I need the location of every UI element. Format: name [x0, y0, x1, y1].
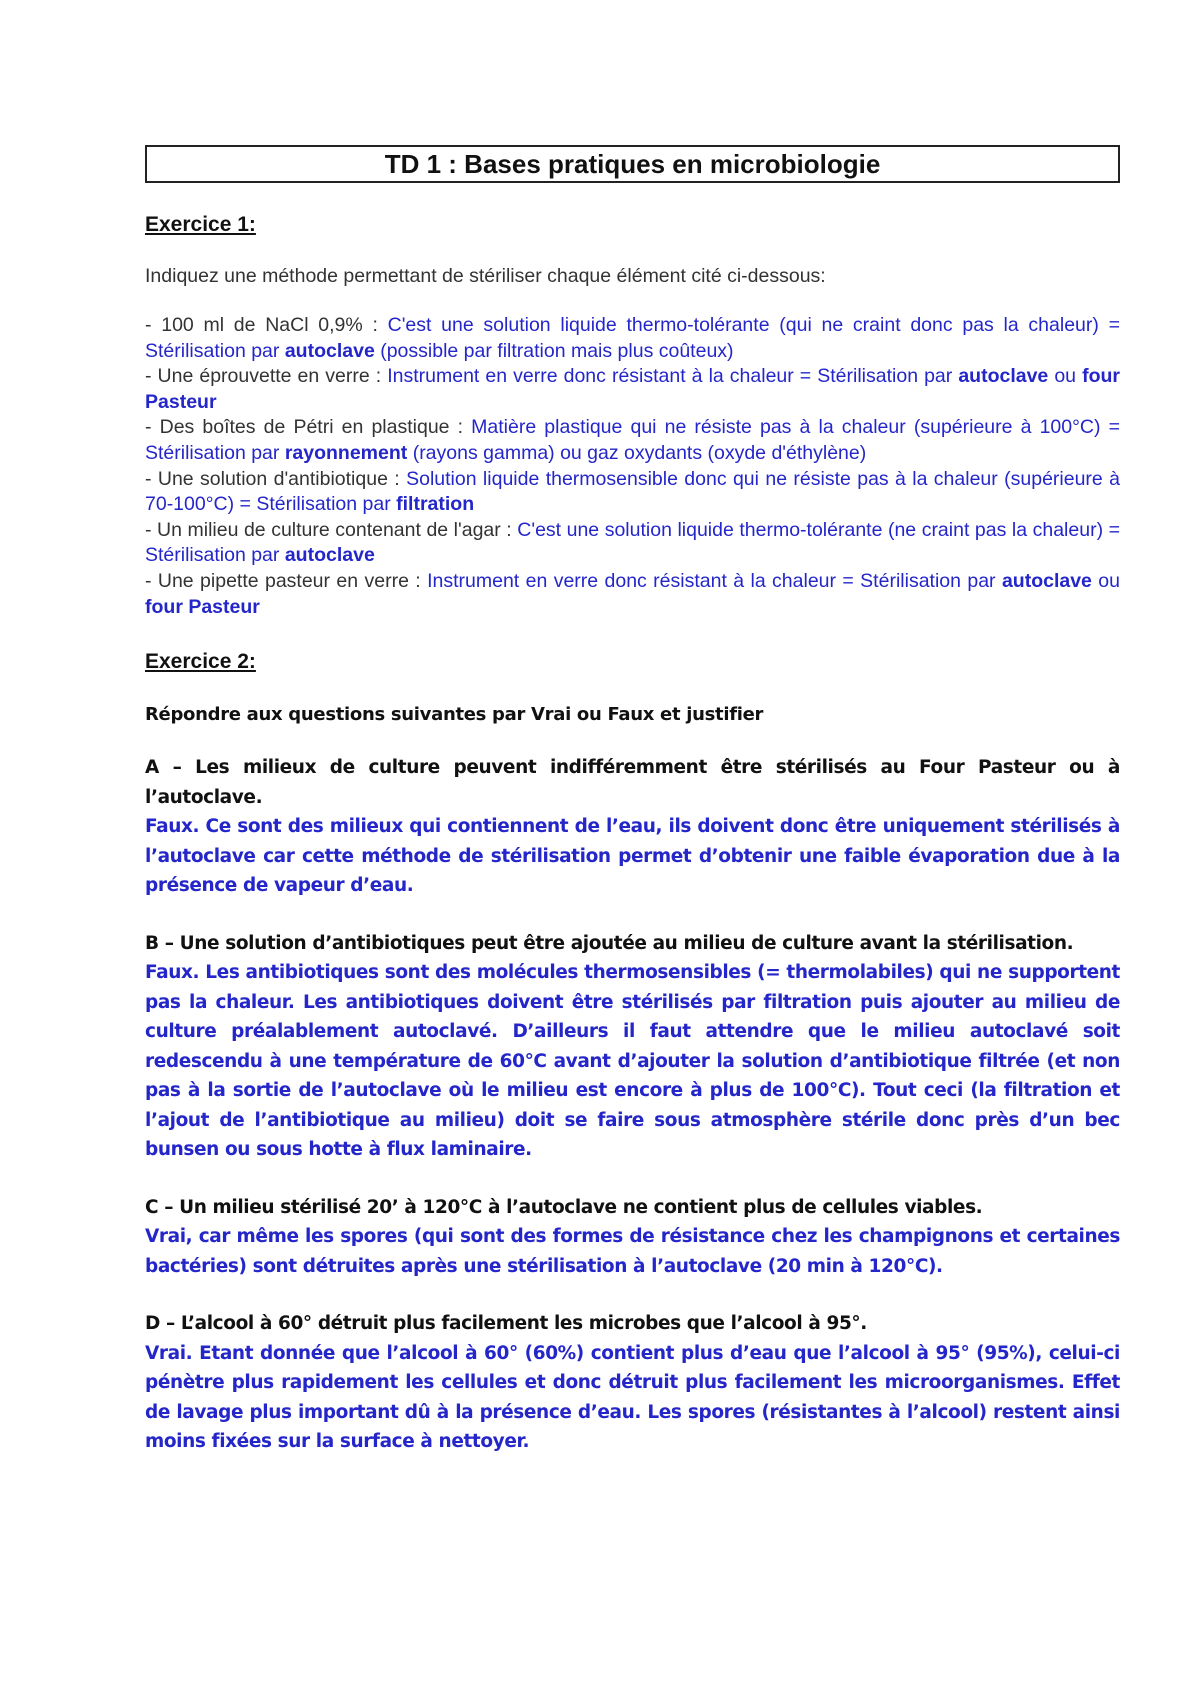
question-block: [145, 929, 1120, 1165]
page-title: TD 1 : Bases pratiques en microbiologie: [145, 145, 1120, 183]
item-label: - Une éprouvette en verre :: [145, 365, 388, 388]
item-label: - Une pipette pasteur en verre :: [145, 569, 428, 592]
question-block: [145, 753, 1120, 901]
item-connector: ou: [1091, 569, 1120, 592]
item-method: autoclave: [284, 339, 375, 362]
answer-body: Les antibiotiques sont des molécules thermosensibles (= thermolabiles) qui ne supportent pas la chaleur. Les antibiotiques doivent être stérilisés par filtration puis ajouter au milieu de culture préalablement autoclavé. D’ailleurs il faut attendre que le milieu autoclavé soit redescendu à une température de 60°C avant d’ajouter la solution d’antibiotique filtrée (et non pas à la sortie de l’autoclave où le milieu est encore à plus de 100°C). Tout ceci (la filtration et l’ajout de l’antibiotique au milieu) doit se faire sous atmosphère stérile donc près d’un bec bunsen ou sous hotte à flux laminaire.: [145, 962, 1120, 1161]
question-letter: B: [145, 932, 159, 954]
item-method-alt: four Pasteur: [145, 595, 260, 618]
item-label: - 100 ml de NaCl 0,9% :: [145, 314, 388, 336]
exercise1-heading: Exercice 1:: [145, 213, 256, 236]
item-label: - Des boîtes de Pétri en plastique :: [145, 416, 472, 439]
question-text: [145, 1193, 1120, 1223]
item-method: autoclave: [1001, 569, 1092, 592]
question-text: [145, 1309, 1120, 1339]
question-letter: D: [145, 1313, 160, 1335]
question-letter: C: [145, 1196, 159, 1218]
exercise1-intro: Indiquez une méthode permettant de stériliser chaque élément cité ci-dessous:: [145, 265, 826, 287]
answer-body: Ce sont des milieux qui contiennent de l’eau, ils doivent donc être uniquement stérilisés à l’autoclave car cette méthode de stérilisation permet d’obtenir une faible évaporation due à la présence de vapeur d’eau.: [145, 816, 1120, 897]
item-method: rayonnement: [284, 441, 408, 464]
exercise1-item: [145, 313, 1120, 364]
question-block: [145, 1193, 1120, 1282]
answer-text: [145, 1222, 1120, 1281]
item-method: autoclave: [958, 365, 1049, 388]
answer-text: [145, 812, 1120, 901]
question-letter: A: [145, 757, 159, 779]
exercise1-item: [145, 467, 1120, 518]
exercise2-intro: Répondre aux questions suivantes par Vrai ou Faux et justifier: [145, 704, 764, 726]
answer-text: [145, 958, 1120, 1165]
item-answer: Matière plastique qui ne résiste pas à la chaleur (supérieure à 100°C) = Stérilisation par: [145, 416, 1120, 464]
question-body: – Une solution d’antibiotiques peut être ajoutée au milieu de culture avant la stérilisation.: [158, 932, 1074, 954]
answer-verdict: Faux.: [145, 816, 200, 838]
item-answer: Instrument en verre donc résistant à la chaleur = Stérilisation par: [387, 365, 959, 388]
question-block: [145, 1309, 1120, 1457]
item-answer-end: (possible par filtration mais plus coûteux): [374, 339, 734, 362]
answer-verdict: Vrai.: [145, 1342, 193, 1364]
item-connector: ou: [1048, 365, 1083, 388]
item-method-alt: four Pasteur: [145, 365, 1120, 413]
exercise1-item: [145, 569, 1120, 620]
item-label: - Une solution d'antibiotique :: [145, 467, 407, 490]
exercise2-body: [145, 704, 1120, 1457]
item-answer: Instrument en verre donc résistant à la chaleur = Stérilisation par: [427, 569, 1002, 592]
exercise2-heading: Exercice 2:: [145, 650, 256, 674]
question-body: – Les milieux de culture peuvent indifféremment être stérilisés au Four Pasteur ou à l’autoclave.: [145, 757, 1120, 808]
item-answer: C'est une solution liquide thermo-tolérante (qui ne craint donc pas la chaleur) = Stérilisation par: [145, 314, 1120, 362]
answer-verdict: Vrai,: [145, 1226, 193, 1248]
item-method: autoclave: [284, 544, 375, 567]
answer-body: car même les spores (qui sont des formes de résistance chez les champignons et certaines bactéries) sont détruites après une stérilisation à l’autoclave (20 min à 120°C).: [145, 1226, 1120, 1277]
exercise1-item: [145, 364, 1120, 415]
answer-body: Etant donnée que l’alcool à 60° (60%) contient plus d’eau que l’alcool à 95° (95%), celui-ci pénètre plus rapidement les cellules et donc détruit plus facilement les microorganismes. Effet de lavage plus important dû à la présence d’eau. Les spores (résistantes à l’alcool) restent ainsi moins fixées sur la surface à nettoyer.: [145, 1342, 1120, 1453]
item-method: filtration: [396, 493, 475, 516]
exercise1-list: [145, 313, 1120, 620]
exercise1-item: [145, 518, 1120, 569]
question-body: – L’alcool à 60° détruit plus facilement les microbes que l’alcool à 95°.: [159, 1313, 867, 1335]
item-label: - Un milieu de culture contenant de l'agar :: [145, 518, 518, 541]
answer-verdict: Faux.: [145, 962, 200, 984]
item-answer-end: (rayons gamma) ou gaz oxydants (oxyde d'éthylène): [407, 441, 867, 464]
question-text: [145, 929, 1120, 959]
item-answer: C'est une solution liquide thermo-tolérante (ne craint pas la chaleur) = Stérilisation par: [145, 518, 1120, 567]
document-page: [145, 145, 1120, 1457]
question-body: – Un milieu stérilisé 20’ à 120°C à l’autoclave ne contient plus de cellules viables.: [158, 1196, 983, 1218]
question-text: [145, 753, 1120, 812]
item-answer: Solution liquide thermosensible donc qui ne résiste pas à la chaleur (supérieure à 70-100°C) = Stérilisation par: [145, 467, 1120, 516]
answer-text: [145, 1339, 1120, 1457]
exercise1-item: [145, 415, 1120, 466]
